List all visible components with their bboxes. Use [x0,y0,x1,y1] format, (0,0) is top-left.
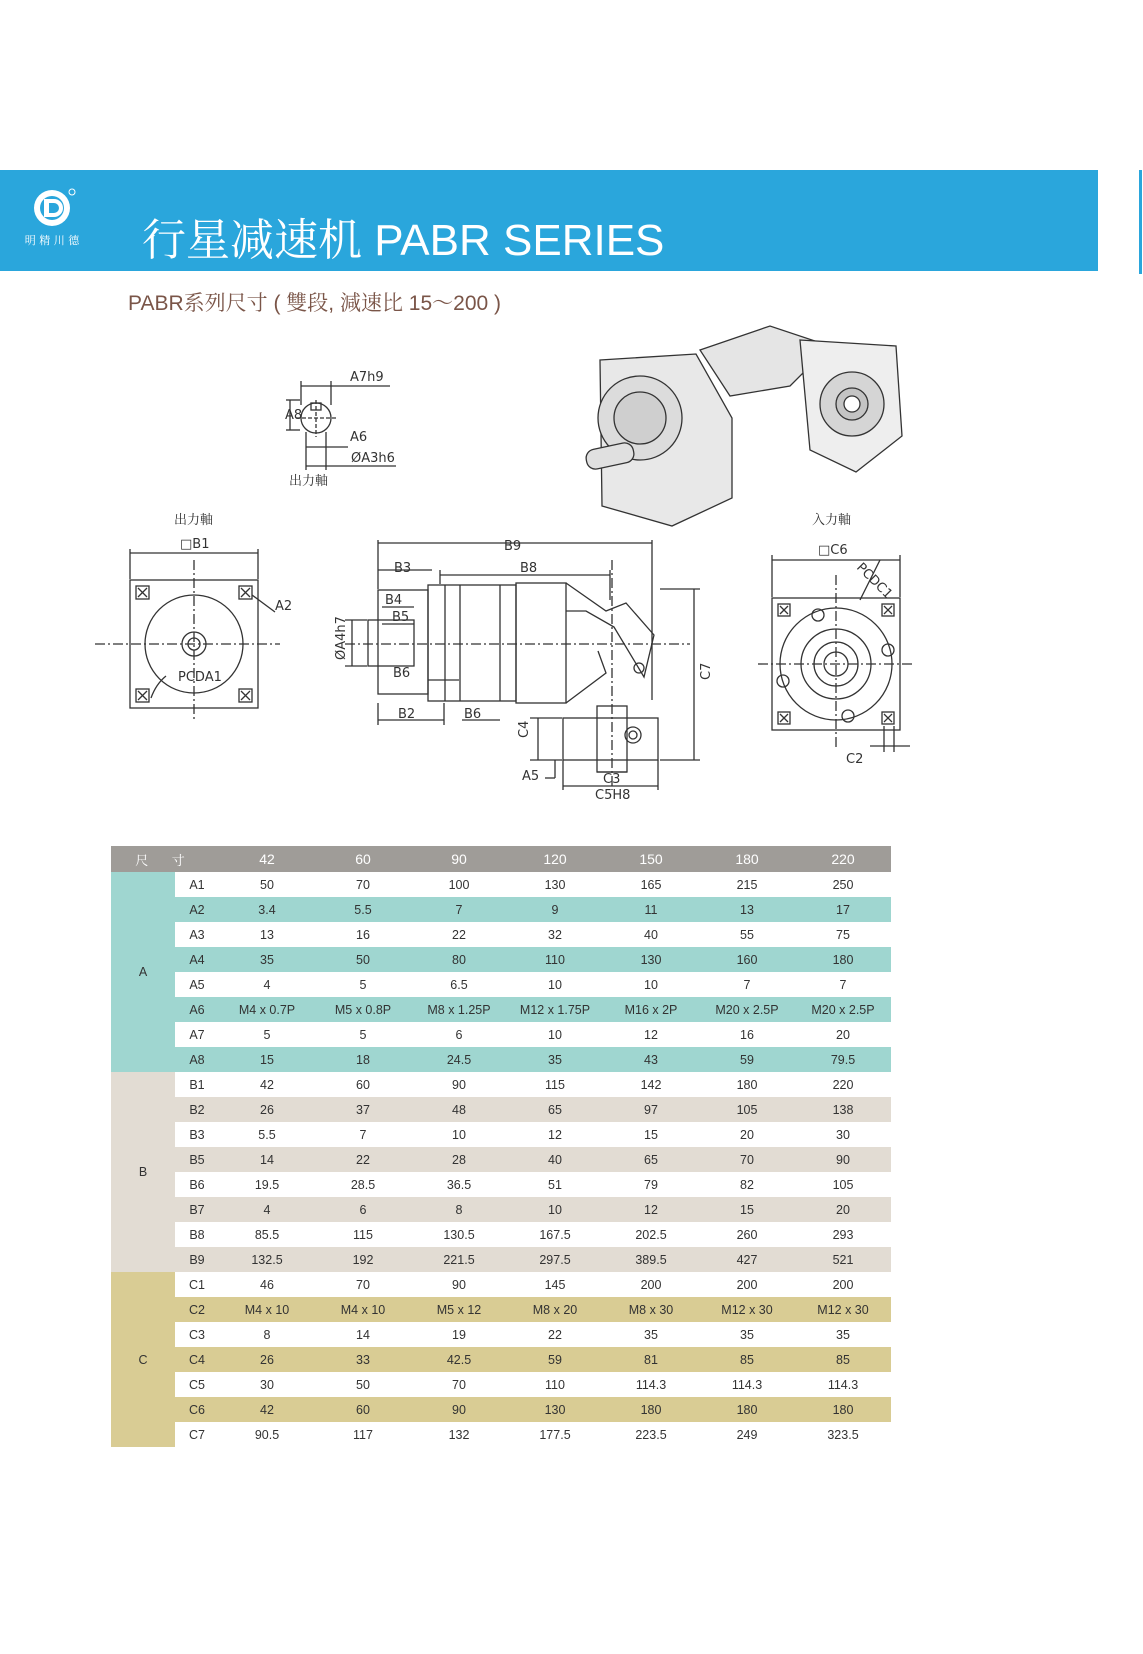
dimension-value: 4 [219,1197,315,1222]
dimension-code: A6 [175,997,219,1022]
dimension-value: 200 [640,1277,662,1292]
dimension-value: 5.5 [258,1127,276,1142]
dimension-value: M8 x 1.25P [411,997,507,1022]
label-pcdc1: PCDC1 [853,560,896,603]
logo-text: 明 精 川 德 [24,234,80,247]
dimension-value: 90.5 [254,1427,280,1442]
dimension-value: 200 [832,1277,854,1292]
label-b4: B4 [385,593,403,608]
dimension-value: 8 [411,1197,507,1222]
dimension-value: 70 [452,1377,466,1392]
dimension-value: 59 [699,1047,795,1072]
dimension-value: 24.5 [411,1047,507,1072]
dimension-value: 59 [507,1347,603,1372]
dimension-value: 26 [219,1097,315,1122]
dimension-value: 180 [603,1397,699,1422]
dimension-value: 220 [832,1077,854,1092]
size-column-header: 220 [795,846,891,872]
label-a5: A5 [522,769,540,784]
dimension-value: 65 [507,1097,603,1122]
dimension-value: 10 [644,977,658,992]
dimension-value: 10 [548,1027,562,1042]
dimension-value: 200 [736,1277,758,1292]
dimension-value: 389.5 [603,1247,699,1272]
dimension-value: M20 x 2.5P [699,997,795,1022]
dimension-value: 60 [356,1077,370,1092]
label-c2: C2 [846,752,864,767]
dimension-value: 80 [411,947,507,972]
dimension-value: 35 [219,947,315,972]
dimension-value: M8 x 20 [507,1297,603,1322]
dimension-code: B6 [189,1177,205,1192]
dimension-value: 22 [452,927,466,942]
dimension-value: 130.5 [443,1227,475,1242]
table-row [111,997,891,1022]
label-a6: A6 [350,430,368,445]
dimension-value: 221.5 [411,1247,507,1272]
dimension-value: 35 [836,1327,850,1342]
label-b3: B3 [394,561,412,576]
dimension-value: 167.5 [539,1227,571,1242]
dimension-value: 28.5 [350,1177,376,1192]
table-row [111,1247,891,1272]
label-b8: B8 [520,561,538,576]
dimension-value: 20 [740,1127,754,1142]
dimension-value: 250 [832,877,854,892]
dimension-value: 17 [795,897,891,922]
dimension-value: 4 [263,977,271,992]
label-c7: C7 [699,662,714,680]
dimension-value: 42 [260,1077,274,1092]
dimension-value: 11 [603,897,699,922]
table-row [111,1297,891,1322]
dimension-value: 50 [315,947,411,972]
input-flange-view [758,555,915,752]
dimension-code: C3 [189,1327,205,1342]
dimension-value: 55 [740,927,754,942]
dimension-value: 35 [507,1047,603,1072]
gearbox-side-view [345,540,700,790]
group-label: C [111,1272,175,1447]
page-title: 行星减速机 PABR SERIES [142,216,665,265]
size-column-header: 90 [411,846,507,872]
label-b6: B6 [393,666,411,681]
table-row [111,1197,891,1222]
dimension-value: 7 [839,977,847,992]
table-row [111,1047,891,1072]
dimension-value: 43 [603,1047,699,1072]
table-row [111,1222,891,1247]
dimension-value: 90 [452,1077,466,1092]
dimension-value: 114.3 [827,1377,859,1392]
dimension-value: 18 [315,1047,411,1072]
table-row [111,1172,891,1197]
dimension-value: 5.5 [315,897,411,922]
table-row [111,1397,891,1422]
label-a8: A8 [285,408,303,423]
dimension-value: 13 [699,897,795,922]
dimension-value: 15 [699,1197,795,1222]
dimension-value: 5 [359,1027,367,1042]
dimension-value: 22 [315,1147,411,1172]
table-row [111,1147,891,1172]
dimension-value: 70 [356,1277,370,1292]
input-view-caption: 入力軸 [812,513,852,528]
dimension-value: 130 [544,877,566,892]
table-body [111,872,891,1447]
dimension-value: 42.5 [411,1347,507,1372]
dimension-code: C1 [189,1277,205,1292]
table-row [111,1372,891,1397]
dimension-value: 260 [736,1227,758,1242]
dimension-value: 14 [356,1327,370,1342]
dimension-code: B1 [189,1077,205,1092]
dimension-value: 223.5 [635,1427,667,1442]
table-row [111,1022,891,1047]
dimension-value: 7 [743,977,751,992]
table-row [111,1097,891,1122]
dimension-value: 180 [736,1077,758,1092]
dimension-table [111,846,891,1447]
label-b2: B2 [398,707,416,722]
dimension-code: A7 [189,1027,205,1042]
dimension-value: 105 [832,1177,854,1192]
dimension-code: B9 [175,1247,219,1272]
dimension-value: M4 x 10 [219,1297,315,1322]
gearbox-isometric-render [584,326,902,526]
dimension-value: 60 [315,1397,411,1422]
dimension-value: 192 [315,1247,411,1272]
label-a7h9: A7h9 [350,370,384,385]
dimension-code: A1 [189,877,205,892]
dimension-value: 180 [795,947,891,972]
dimension-value: 85 [699,1347,795,1372]
dimension-value: M4 x 10 [315,1297,411,1322]
dimension-value: 28 [411,1147,507,1172]
dimension-value: 35 [644,1327,658,1342]
table-row [111,1422,891,1447]
dimension-value: 180 [795,1397,891,1422]
table-row [111,947,891,972]
dimension-value: 15 [219,1047,315,1072]
output-view-caption: 出力軸 [174,513,214,528]
dimension-value: M5 x 12 [411,1297,507,1322]
dimension-code: B7 [175,1197,219,1222]
label-pcda1: PCDA1 [178,670,222,685]
dimension-value: 36.5 [446,1177,472,1192]
label-b9: B9 [504,539,522,554]
dimension-value: 90 [411,1397,507,1422]
dimension-value: 145 [544,1277,566,1292]
dimension-value: 20 [795,1197,891,1222]
table-row [111,972,891,997]
label-b6-lower: B6 [464,707,482,722]
dimension-value: 32 [548,927,562,942]
size-column-header: 42 [219,846,315,872]
dimension-code: A8 [175,1047,219,1072]
dimension-value: 90 [452,1277,466,1292]
table-row [111,1122,891,1147]
dimension-value: 19 [452,1327,466,1342]
dimension-value: 70 [356,877,370,892]
dimension-value: 79 [644,1177,658,1192]
dimension-value: 51 [548,1177,562,1192]
dimension-value: 82 [740,1177,754,1192]
table-row [111,1072,891,1097]
group-label: B [111,1072,175,1272]
size-column-header: 150 [603,846,699,872]
label-b1: □B1 [180,537,210,552]
dimension-value: 130 [603,947,699,972]
dimension-code: C2 [175,1297,219,1322]
dimension-value: 7 [411,897,507,922]
dimension-value: 46 [260,1277,274,1292]
dimension-value: M20 x 2.5P [795,997,891,1022]
dimension-value: M16 x 2P [603,997,699,1022]
dimension-value: 100 [448,877,470,892]
label-c4: C4 [517,720,532,738]
dimension-value: 26 [219,1347,315,1372]
table-row [111,1272,891,1297]
dimension-value: 35 [740,1327,754,1342]
dimension-code: C6 [175,1397,219,1422]
dimension-value: 180 [699,1397,795,1422]
size-column-header: 180 [699,846,795,872]
dimension-value: 249 [736,1427,758,1442]
dimension-code: B5 [175,1147,219,1172]
dimension-value: 132.5 [219,1247,315,1272]
dimension-value: 75 [836,927,850,942]
dimension-value: 20 [836,1027,850,1042]
dimension-code: C5 [189,1377,205,1392]
dimension-code: A3 [189,927,205,942]
technical-drawing [0,0,1143,820]
table-row [111,897,891,922]
dimension-code: B8 [189,1227,205,1242]
dimension-value: 90 [795,1147,891,1172]
dimension-value: 293 [832,1227,854,1242]
dimension-value: 130 [507,1397,603,1422]
dimension-value: 297.5 [507,1247,603,1272]
label-c5h8: C5H8 [595,788,631,803]
dimension-value: 22 [548,1327,562,1342]
label-a3h6: ØA3h6 [351,451,395,466]
dimension-value: 105 [699,1097,795,1122]
dimension-value: 30 [260,1377,274,1392]
dimension-value: 16 [740,1027,754,1042]
dimension-value: 5 [263,1027,271,1042]
dimension-value: M5 x 0.8P [315,997,411,1022]
dimension-value: 30 [836,1127,850,1142]
dimension-value: M12 x 1.75P [507,997,603,1022]
label-c6: □C6 [818,543,848,558]
dimension-value: 115 [353,1227,373,1242]
dimension-code: A2 [175,897,219,922]
dimension-value: 14 [219,1147,315,1172]
dimension-value: 6.5 [450,977,468,992]
dimension-value: M12 x 30 [795,1297,891,1322]
dimension-value: 3.4 [219,897,315,922]
dimension-code: C4 [175,1347,219,1372]
dimension-value: 12 [603,1197,699,1222]
dimension-value: 85 [795,1347,891,1372]
dimension-value: 50 [356,1377,370,1392]
dimension-code: B2 [175,1097,219,1122]
dimension-value: 12 [548,1127,562,1142]
dimension-value: 10 [548,977,562,992]
dimension-value: 165 [640,877,662,892]
dimension-value: 19.5 [254,1177,280,1192]
dimension-value: 427 [699,1247,795,1272]
table-header-label: 尺 寸 [111,846,219,872]
dimension-value: 37 [315,1097,411,1122]
dimension-value: 521 [795,1247,891,1272]
dimension-value: 40 [644,927,658,942]
dimension-value: M4 x 0.7P [219,997,315,1022]
dimension-value: 202.5 [635,1227,667,1242]
dimension-value: 42 [219,1397,315,1422]
dimension-value: 6 [455,1027,463,1042]
dimension-value: 13 [260,927,274,942]
shaft-detail-caption: 出力軸 [289,474,329,489]
dimension-value: 114.3 [635,1377,667,1392]
dimension-value: 7 [359,1127,367,1142]
dimension-code: C7 [189,1427,205,1442]
dimension-value: 110 [545,1377,565,1392]
dimension-value: 81 [603,1347,699,1372]
dimension-value: 50 [260,877,274,892]
table-row [111,922,891,947]
group-label: A [111,872,175,1072]
dimension-value: 323.5 [827,1427,859,1442]
dimension-value: 85.5 [254,1227,280,1242]
dimension-value: 138 [795,1097,891,1122]
dimension-value: 40 [507,1147,603,1172]
dimension-value: 10 [507,1197,603,1222]
dimension-value: 142 [640,1077,662,1092]
dimension-value: 132 [448,1427,470,1442]
dimension-value: 160 [699,947,795,972]
dimension-value: 10 [452,1127,466,1142]
dimension-value: 115 [545,1077,565,1092]
label-c3: C3 [603,772,621,787]
dimension-code: A5 [189,977,205,992]
dimension-value: 117 [353,1427,373,1442]
dimension-value: 65 [603,1147,699,1172]
dimension-value: 5 [359,977,367,992]
dimension-value: 9 [507,897,603,922]
dimension-value: 177.5 [539,1427,571,1442]
table-row [111,1347,891,1372]
dimension-value: M12 x 30 [699,1297,795,1322]
size-column-header: 60 [315,846,411,872]
dimension-value: 8 [263,1327,271,1342]
label-a4h7: ØA4h7 [334,616,349,660]
dimension-value: 114.3 [731,1377,763,1392]
dimension-value: 215 [736,877,758,892]
dimension-code: B3 [189,1127,205,1142]
dimension-code: A4 [175,947,219,972]
table-row [111,1322,891,1347]
dimension-value: 48 [411,1097,507,1122]
label-a2: A2 [275,599,293,614]
output-flange-view [95,549,280,720]
dimension-value: 70 [699,1147,795,1172]
dimension-value: 12 [644,1027,658,1042]
dimension-value: 15 [644,1127,658,1142]
dimension-value: 110 [507,947,603,972]
section-subtitle: PABR系列尺寸 ( 雙段, 減速比 15～200 ) [128,292,502,315]
dimension-value: 33 [315,1347,411,1372]
table-row [111,872,891,897]
dimension-value: 6 [315,1197,411,1222]
size-column-header: 120 [507,846,603,872]
label-b5: B5 [392,610,410,625]
table-header-row [111,846,891,872]
dimension-value: 16 [356,927,370,942]
dimension-value: 79.5 [795,1047,891,1072]
dimension-value: 97 [603,1097,699,1122]
dimension-value: M8 x 30 [603,1297,699,1322]
